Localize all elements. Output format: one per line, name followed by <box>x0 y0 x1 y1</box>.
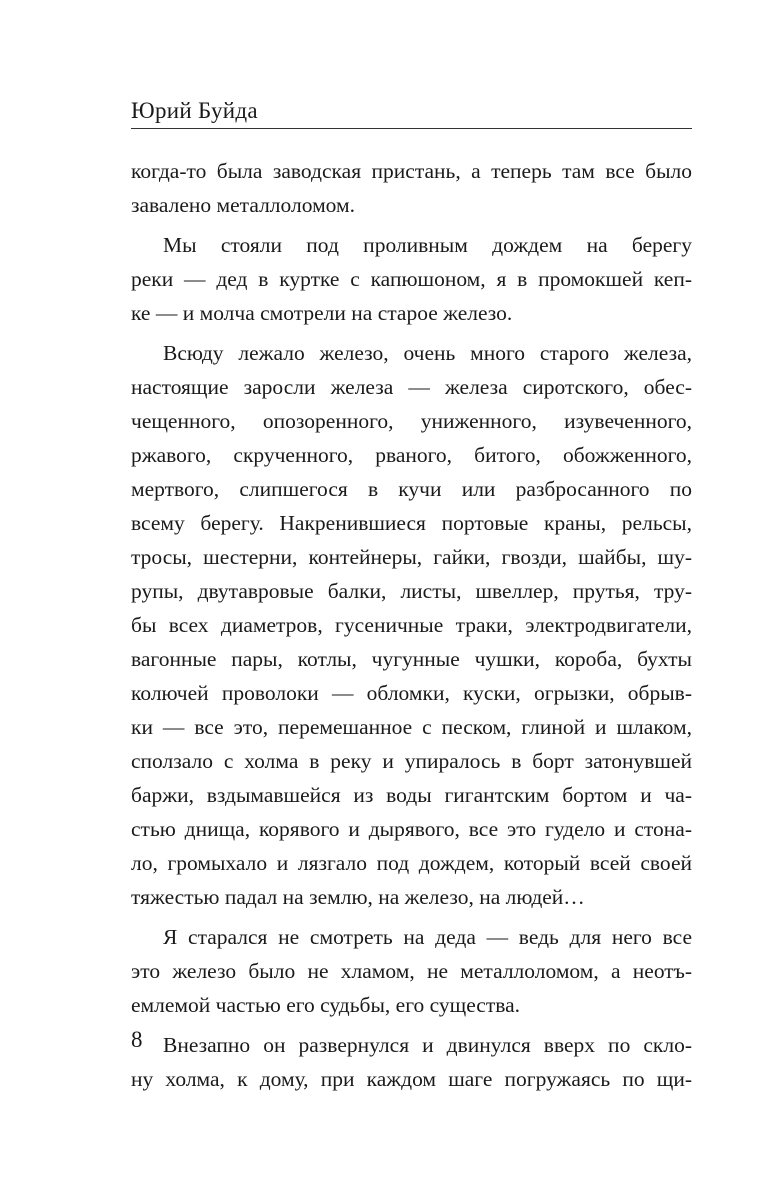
paragraph <box>131 1028 692 1096</box>
text-line: емлемой частью его судьбы, его существа. <box>131 993 520 1017</box>
paragraph <box>131 920 692 1022</box>
text-line: колючей проволоки — обломки, куски, огрызки, обрыв- <box>131 681 692 705</box>
header-rule <box>131 128 692 129</box>
text-line: вагонные пары, котлы, чугунные чушки, короба, бухты <box>131 647 692 671</box>
text-line: ржавого, скрученного, рваного, битого, обожженного, <box>131 443 692 467</box>
running-head-author: Юрий Буйда <box>131 98 258 123</box>
text-line: тяжестью падал на землю, на железо, на людей… <box>131 885 585 909</box>
text-line: рупы, двутавровые балки, листы, швеллер, прутья, тру- <box>131 579 692 603</box>
text-line: Всюду лежало железо, очень много старого железа, <box>163 341 692 365</box>
text-line: завалено металлоломом. <box>131 193 355 217</box>
text-line: ло, громыхало и лязгало под дождем, который всей своей <box>131 851 692 875</box>
paragraph <box>131 336 692 914</box>
text-line: это железо было не хламом, не металлоломом, а неотъ- <box>131 959 692 983</box>
text-line: ке — и молча смотрели на старое железо. <box>131 301 513 325</box>
text-line: Внезапно он развернулся и двинулся вверх по скло- <box>163 1033 692 1057</box>
text-line: стью днища, корявого и дырявого, все это гудело и стона- <box>131 817 692 841</box>
text-line: мертвого, слипшегося в кучи или разбросанного по <box>131 477 692 501</box>
text-line: сползало с холма в реку и упиралось в борт затонувшей <box>131 749 692 773</box>
text-line: Я старался не смотреть на деда — ведь для него все <box>163 925 692 949</box>
text-line: ки — все это, перемешанное с песком, глиной и шлаком, <box>131 715 692 739</box>
text-line: баржи, вздымавшейся из воды гигантским бортом и ча- <box>131 783 692 807</box>
page-number: 8 <box>131 1027 143 1052</box>
text-line: реки — дед в куртке с капюшоном, я в промокшей кеп- <box>131 267 692 291</box>
text-line: бы всех диаметров, гусеничные траки, электродвигатели, <box>131 613 692 637</box>
text-line: ну холма, к дому, при каждом шаге погружаясь по щи- <box>131 1067 692 1091</box>
text-line: когда-то была заводская пристань, а теперь там все было <box>131 159 692 183</box>
paragraph <box>131 228 692 330</box>
text-line: настоящие заросли железа — железа сиротского, обес- <box>131 375 692 399</box>
paragraph <box>131 154 692 222</box>
text-line: Мы стояли под проливным дождем на берегу <box>163 233 692 257</box>
text-line: всему берегу. Накренившиеся портовые краны, рельсы, <box>131 511 692 535</box>
text-line: чещенного, опозоренного, униженного, изувеченного, <box>131 409 692 433</box>
body-text <box>131 154 692 1096</box>
text-line: тросы, шестерни, контейнеры, гайки, гвозди, шайбы, шу- <box>131 545 692 569</box>
